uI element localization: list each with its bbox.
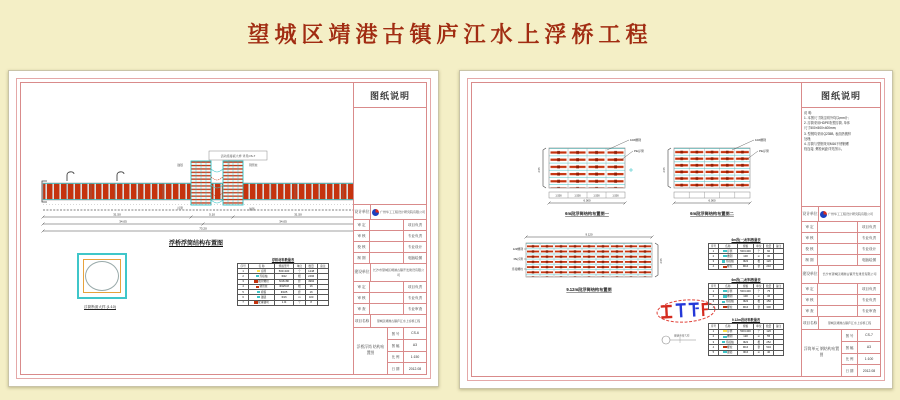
grid-b-caption: 6m段浮筒结构布置图二 <box>690 211 734 216</box>
bridge-elevation-drawing <box>33 147 365 235</box>
right-drawing-sheet[interactable] <box>459 70 893 389</box>
bridge-label: 锚链 <box>177 163 183 167</box>
dim-text: 34.05 <box>119 219 127 224</box>
titleblock-notes <box>354 108 426 205</box>
design-unit-row: 设计单位 广州华工工程设计研究院有限公司 <box>802 207 880 222</box>
approval-rows: 审 定 项目负责 审 核 专业负责 校 核 专业设计 制 图 电脑绘图 <box>802 222 880 266</box>
design-unit-row: 设计单位 广州华工工程设计研究院有限公司 <box>354 205 426 220</box>
drawing-name-block: 浮桥浮筒 结构布置图 图 号 CS-6 图 幅 A3 比 例 1:150 日 期 2012.08 <box>354 328 426 374</box>
svg-text:连接螺栓: 连接螺栓 <box>511 267 523 271</box>
detail-circle <box>85 261 119 291</box>
svg-text:PE浮筒: PE浮筒 <box>759 149 770 153</box>
right-titleblock <box>801 83 880 376</box>
bridge-label-box: 活动连接板大样 详见CS-7 <box>220 154 256 158</box>
right-quantity-tables <box>708 237 784 356</box>
quantity-table-3: 9.12m段材料数量表 序号 名称 规格 单位 数量 备注 1 浮筒 500×400 个 126 2 槽钢 12# m 55 3 连接轴 Φ22 根 252 4 螺栓 M16 套 504 5 锚链 Φ16 m 40 <box>708 317 784 355</box>
design-unit-logo <box>820 211 827 218</box>
detail-caption: 浮筒断面大样 (1:10) <box>84 305 116 309</box>
svg-text:9.120: 9.120 <box>585 232 593 237</box>
dim-text: 34.05 <box>279 219 287 224</box>
approval-rows-2: 审 定 项目负责 审 核 专业负责 审 查 专业审查 <box>354 282 426 315</box>
titleblock-header: 图纸说明 <box>802 83 880 108</box>
quantity-table-2: 6m段(二)材料数量表 序号 名称 规格 单位 数量 备注 1 浮筒 500×400 个 75 2 槽钢 10# m 36 3 连接轴 Φ22 根 150 4 螺栓 M16 套 300 <box>708 277 784 310</box>
right-frame-inner <box>471 82 881 377</box>
quantity-table-1: 6m段(一)材料数量表 序号 名称 规格 单位 数量 备注 1 浮筒 500×400 个 60 2 槽钢 10# m 30 3 连接轴 Φ22 根 120 4 螺栓 M16 套 240 <box>708 237 784 270</box>
material-quantity-table: 浮桥材料数量表 序号 名 称 规格型号 单位 数量 备注 1 浮筒 500×400 个 1248 2 连接轴 Φ22 根 2496 3 镀锌螺栓 M16×80 套 4992 4 钢管桩 Φ325×8 根 16 5 抱箍 Φ325 套 16 6 锚链 Φ16 m 320 7 配重锚块 1.0t 个 8 <box>237 257 329 306</box>
grid-layout-b <box>662 137 769 217</box>
svg-text:2.55: 2.55 <box>660 258 663 264</box>
svg-text:1.500: 1.500 <box>612 194 619 198</box>
titleblock-header: 图纸说明 <box>354 83 426 108</box>
dim-text: 73.20 <box>199 226 207 231</box>
colored-stamp <box>656 298 715 324</box>
svg-text:2.55: 2.55 <box>538 167 541 173</box>
svg-text:1.500: 1.500 <box>593 194 600 198</box>
grid-layout-a <box>537 137 644 217</box>
page-title: 望城区靖港古镇庐江水上浮桥工程 <box>247 22 653 48</box>
titleblock-notes: 说 明: 1. 本图尺寸除注明外均以mm计; 2. 浮筒采用HDPE吹塑浮筒, 单体 尺寸500×500×400mm; 3. 型钢均采用Q235B, 表面热镀锌 处理; 4. 浮筒与型钢采用M16不锈钢螺 栓连接, 螺栓间距详见图示。 <box>802 108 880 207</box>
grid-a-caption: 6m段浮筒结构布置图一 <box>565 211 609 216</box>
left-frame-inner <box>20 82 427 375</box>
svg-text:PE浮筒: PE浮筒 <box>634 149 645 153</box>
project-name-row: 项目名称 望城区靖港古镇庐江水上浮桥工程 <box>354 315 426 328</box>
svg-text:10#槽钢: 10#槽钢 <box>755 138 767 142</box>
bridge-label: 钢管桩 <box>249 163 258 167</box>
left-frame-outer <box>16 78 431 379</box>
right-frame-outer <box>467 78 885 381</box>
bridge-label: 锚链 <box>249 207 255 211</box>
project-name-row: 项目名称 望城区靖港古镇庐江水上浮桥工程 <box>802 317 880 330</box>
pontoon-tower-right <box>223 161 243 205</box>
grid-c-caption: 9.12m段浮筒结构布置图 <box>566 287 612 292</box>
build-unit-row: 建设单位 长沙市望城区靖港古镇开发建设有限公司 <box>354 264 426 282</box>
dim-text: 5.10 <box>209 212 215 217</box>
svg-text:6.000: 6.000 <box>583 198 591 203</box>
pontoon-section-detail <box>77 253 127 299</box>
design-unit-logo <box>372 209 379 216</box>
main-drawing-caption: 浮桥浮筒结构布置图 <box>168 241 223 247</box>
build-unit-row: 建设单位 长沙市望城区靖港古镇开发建设有限公司 <box>802 266 880 284</box>
approval-rows: 审 定 项目负责 审 核 专业负责 校 核 专业设计 制 图 电脑绘图 <box>354 220 426 264</box>
svg-text:12#槽钢: 12#槽钢 <box>512 247 523 251</box>
svg-text:1.500: 1.500 <box>555 194 562 198</box>
svg-text:1.500: 1.500 <box>574 194 581 198</box>
bridge-label: 浮筒 <box>177 206 183 210</box>
grid-layout-c <box>512 232 663 293</box>
svg-text:2.55: 2.55 <box>663 167 666 173</box>
approval-rows-2: 审 定 项目负责 审 核 专业负责 审 查 专业审查 <box>802 284 880 317</box>
svg-text:锚链连接大样: 锚链连接大样 <box>674 334 690 338</box>
dim-text: 31.50 <box>113 212 121 217</box>
svg-text:PE浮筒: PE浮筒 <box>513 257 523 261</box>
left-drawing-sheet[interactable] <box>8 70 439 387</box>
anchor-detail <box>662 333 696 344</box>
svg-text:10#槽钢: 10#槽钢 <box>630 138 642 142</box>
pontoon-tower-left <box>191 161 211 205</box>
left-titleblock <box>353 83 426 374</box>
svg-text:6.000: 6.000 <box>708 198 716 203</box>
dim-text: 31.50 <box>294 212 302 217</box>
drawing-name-block: 浮筒单元 钢结构布置图 图 号 CS-7 图 幅 A3 比 例 1:100 日 期 2012.08 <box>802 330 880 376</box>
